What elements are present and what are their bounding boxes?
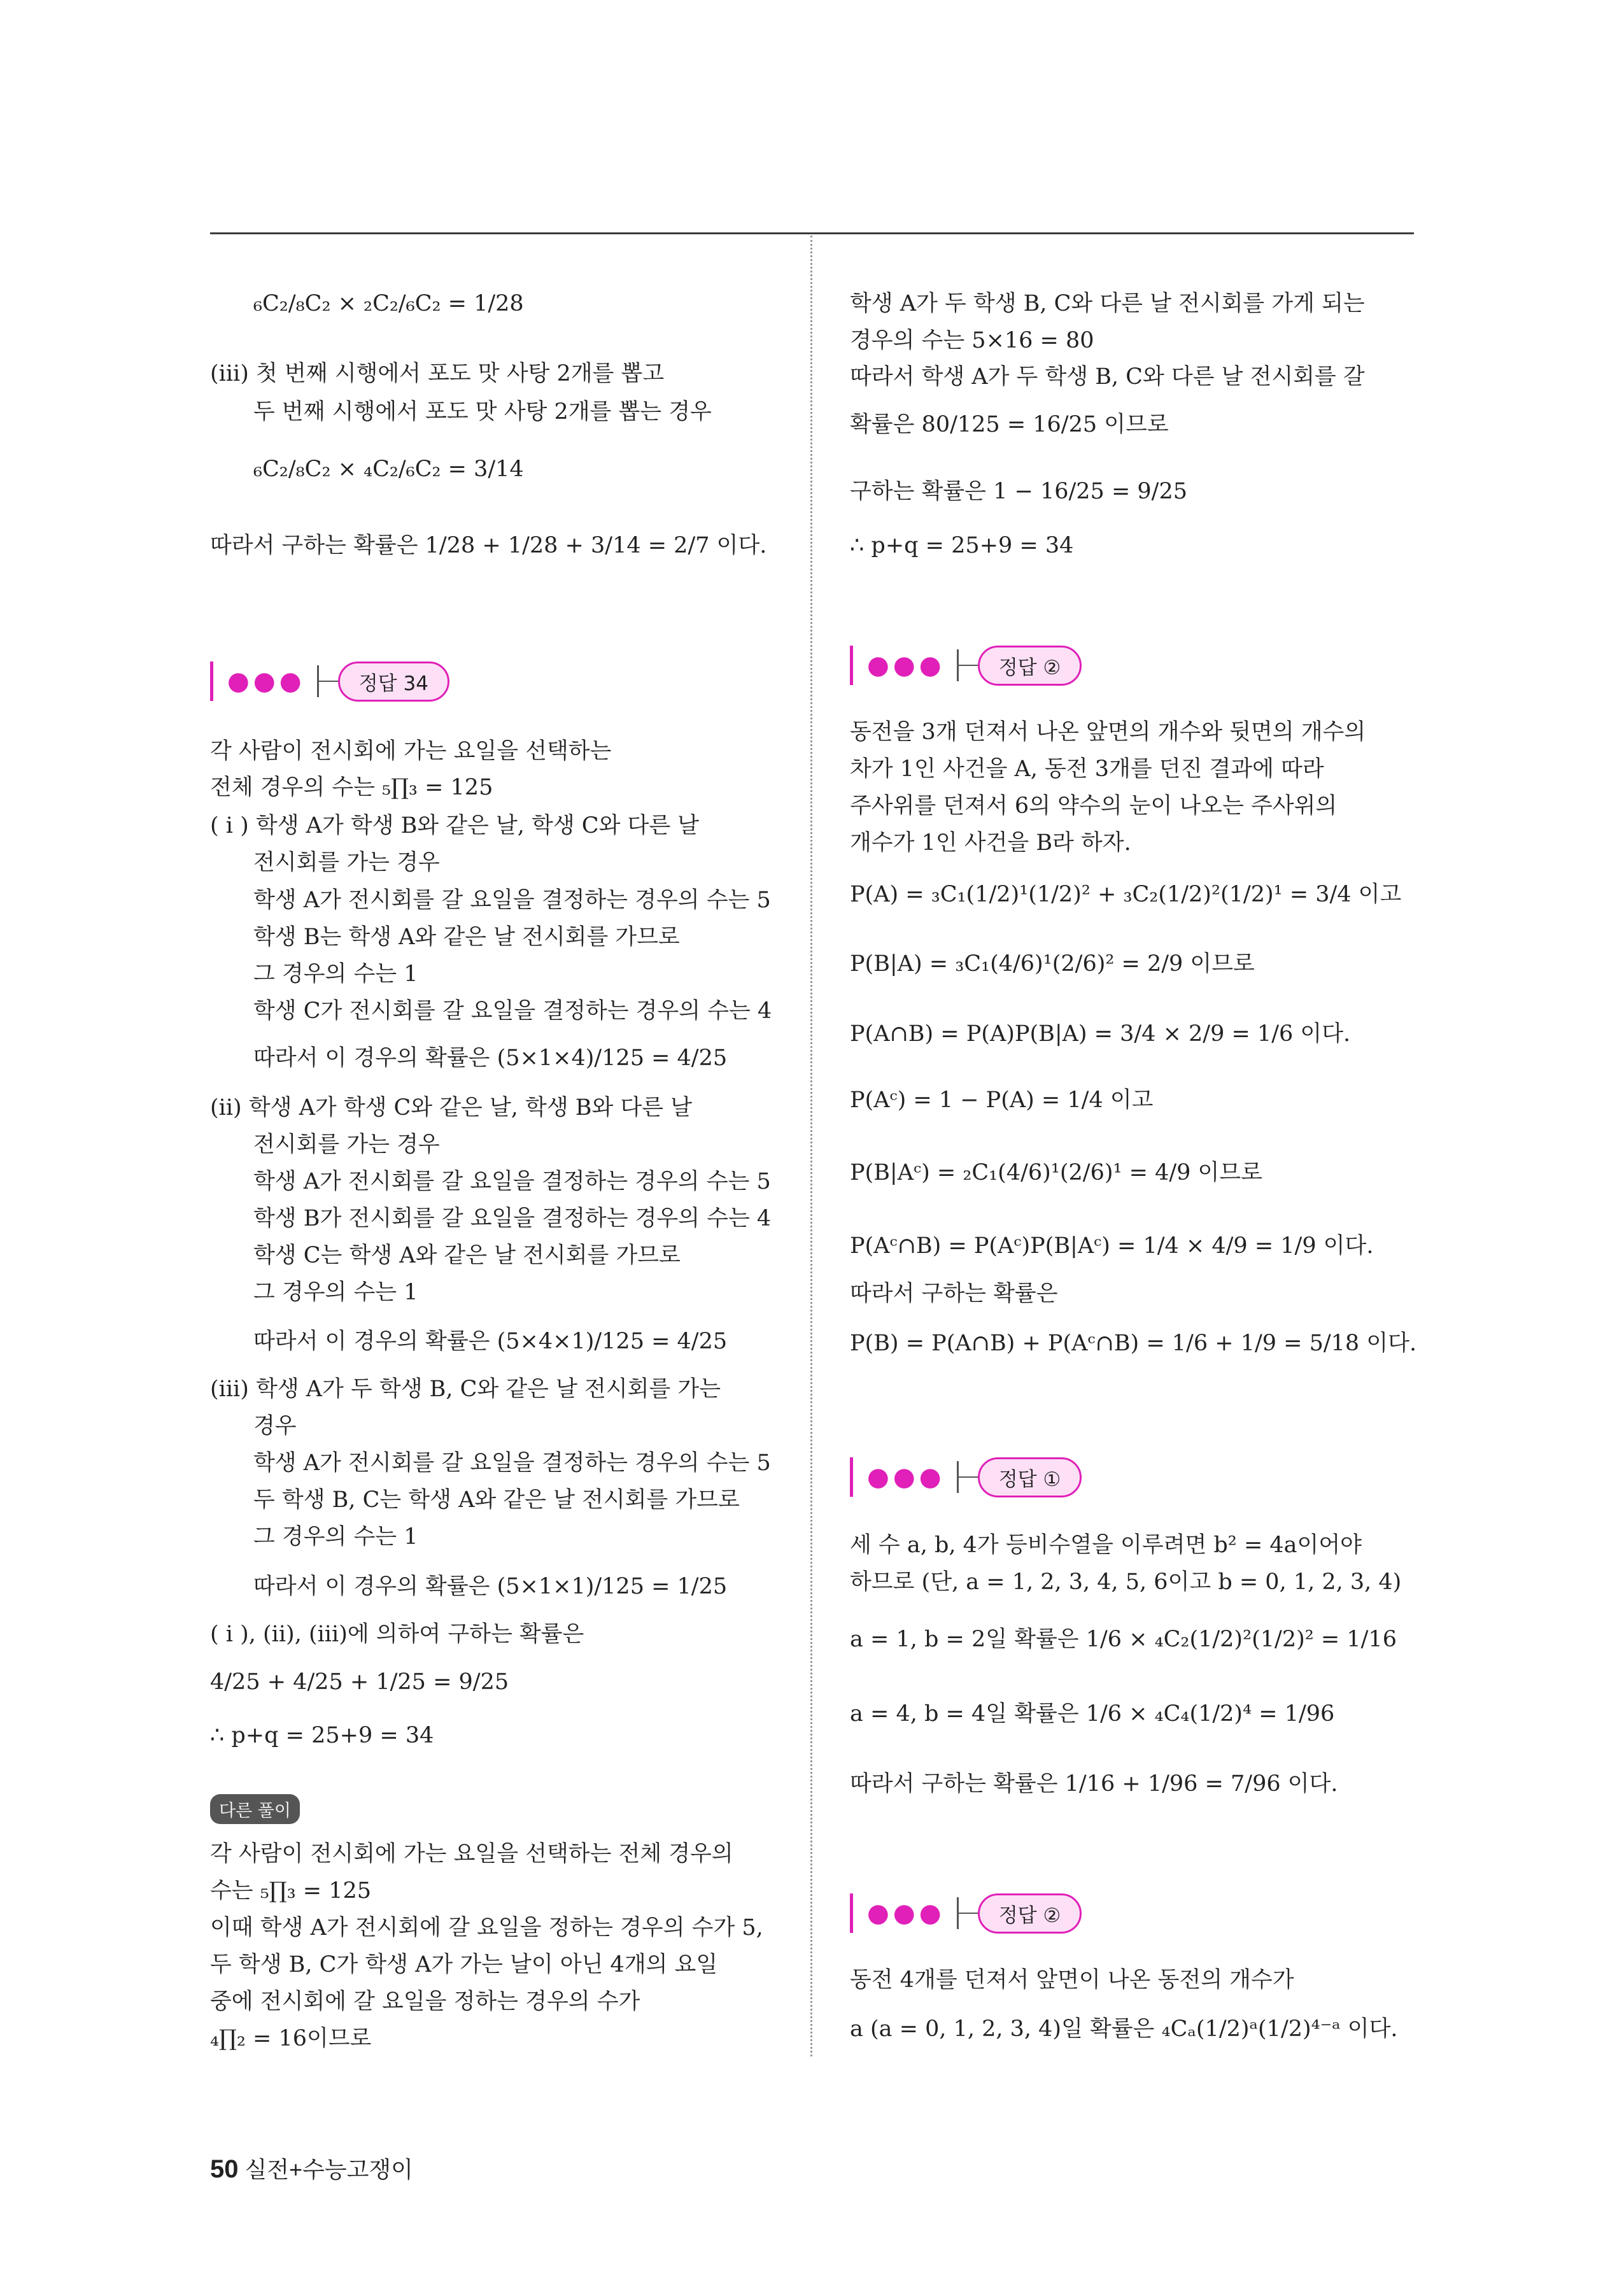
text-line: 이때 학생 A가 전시회에 갈 요일을 정하는 경우의 수가 5, xyxy=(210,1915,763,1941)
connector-line xyxy=(319,681,338,682)
text-line: 각 사람이 전시회에 가는 요일을 선택하는 xyxy=(210,739,612,764)
math-line: a = 4, b = 4일 확률은 1/6 × ₄C₄(1/2)⁴ = 1/96 xyxy=(850,1701,1335,1727)
math-line: P(Aᶜ∩B) = P(Aᶜ)P(B|Aᶜ) = 1/4 × 4/9 = 1/9 이다. xyxy=(850,1233,1374,1259)
text-line: 동전 4개를 던져서 앞면이 나온 동전의 개수가 xyxy=(850,1967,1294,1993)
math-line: 확률은 80/125 = 16/25 이므로 xyxy=(850,412,1169,437)
text-line: 학생 C는 학생 A와 같은 날 전시회를 가므로 xyxy=(253,1243,681,1268)
text-line: 경우 xyxy=(253,1413,297,1439)
math-line: a = 1, b = 2일 확률은 1/6 × ₄C₂(1/2)²(1/2)² = 1/16 xyxy=(850,1627,1397,1652)
text-line: 따라서 학생 A가 두 학생 B, C와 다른 날 전시회를 갈 xyxy=(850,364,1365,390)
text-line: 주사위를 던져서 6의 약수의 눈이 나오는 주사위의 xyxy=(850,793,1338,819)
top-rule xyxy=(210,232,1414,234)
math-line: 구하는 확률은 1 − 16/25 = 9/25 xyxy=(850,479,1187,504)
math-line: 따라서 이 경우의 확률은 (5×1×4)/125 = 4/25 xyxy=(253,1045,728,1071)
answer-label: 정답 34 xyxy=(338,661,449,702)
answer-label: 정답 ② xyxy=(978,646,1082,686)
accent-bar xyxy=(210,661,213,701)
book-title: 실전+수능고쟁이 xyxy=(244,2156,413,2182)
alt-solution-label: 다른 풀이 xyxy=(210,1794,300,1824)
math-line: 따라서 이 경우의 확률은 (5×1×1)/125 = 1/25 xyxy=(253,1574,728,1599)
text-line: (iii) 첫 번째 시행에서 포도 맛 사탕 2개를 뽑고 xyxy=(210,361,665,386)
dots-icon: ●●● xyxy=(227,667,306,696)
text-line: 학생 A가 전시회를 갈 요일을 결정하는 경우의 수는 5 xyxy=(253,1169,771,1194)
text-line: 개수가 1인 사건을 B라 하자. xyxy=(850,830,1131,856)
math-line: ∴ p+q = 25+9 = 34 xyxy=(850,533,1074,558)
dots-icon: ●●● xyxy=(867,1462,945,1492)
page-number: 50 xyxy=(210,2155,239,2183)
math-line: ₆C₂/₈C₂ × ₄C₂/₆C₂ = 3/14 xyxy=(253,456,524,482)
text-line: 학생 B는 학생 A와 같은 날 전시회를 가므로 xyxy=(253,924,680,950)
text-line: 중에 전시회에 갈 요일을 정하는 경우의 수가 xyxy=(210,1989,640,2014)
math-line: ₆C₂/₈C₂ × ₂C₂/₆C₂ = 1/28 xyxy=(253,291,524,316)
text-line: 두 학생 B, C가 학생 A가 가는 날이 아닌 4개의 요일 xyxy=(210,1952,718,1977)
answer-badge xyxy=(850,1891,1082,1935)
text-line: (iii) 학생 A가 두 학생 B, C와 같은 날 전시회를 가는 xyxy=(210,1376,721,1402)
math-line: P(B|A) = ₃C₁(4/6)¹(2/6)² = 2/9 이므로 xyxy=(850,951,1255,977)
column-divider xyxy=(810,236,812,2056)
text-line: 세 수 a, b, 4가 등비수열을 이루려면 b² = 4a이어야 xyxy=(850,1532,1362,1558)
text-line: 하므로 (단, a = 1, 2, 3, 4, 5, 6이고 b = 0, 1, 2, 3, 4) xyxy=(850,1569,1402,1595)
text-line: 동전을 3개 던져서 나온 앞면의 개수와 뒷면의 개수의 xyxy=(850,719,1366,745)
math-line: P(A) = ₃C₁(1/2)¹(1/2)² + ₃C₂(1/2)²(1/2)¹ = 3/4 이고 xyxy=(850,882,1402,907)
dots-icon: ●●● xyxy=(867,1899,945,1928)
math-line: P(B) = P(A∩B) + P(Aᶜ∩B) = 1/6 + 1/9 = 5/18 이다. xyxy=(850,1331,1417,1356)
connector-line xyxy=(959,665,978,666)
math-line: ∴ p+q = 25+9 = 34 xyxy=(210,1723,434,1748)
text-line: 그 경우의 수는 1 xyxy=(253,1280,418,1305)
math-line: P(A∩B) = P(A)P(B|A) = 3/4 × 2/9 = 1/6 이다. xyxy=(850,1021,1351,1047)
text-line: 그 경우의 수는 1 xyxy=(253,1524,418,1550)
text-line: 학생 B가 전시회를 갈 요일을 결정하는 경우의 수는 4 xyxy=(253,1206,772,1231)
math-line: 따라서 이 경우의 확률은 (5×4×1)/125 = 4/25 xyxy=(253,1329,728,1354)
text-line: ( i ), (ii), (iii)에 의하여 구하는 확률은 xyxy=(210,1622,584,1647)
text-line: 따라서 구하는 확률은 1/28 + 1/28 + 3/14 = 2/7 이다. xyxy=(210,533,767,558)
answer-label: 정답 ② xyxy=(978,1893,1082,1934)
text-line: 전시회를 가는 경우 xyxy=(253,850,440,875)
text-line: 차가 1인 사건을 A, 동전 3개를 던진 결과에 따라 xyxy=(850,756,1324,782)
connector-line xyxy=(959,1913,978,1914)
answer-badge xyxy=(210,659,449,704)
math-line: P(B|Aᶜ) = ₂C₁(4/6)¹(2/6)¹ = 4/9 이므로 xyxy=(850,1160,1262,1185)
text-line: 전시회를 가는 경우 xyxy=(253,1132,440,1157)
text-line: ( i ) 학생 A가 학생 B와 같은 날, 학생 C와 다른 날 xyxy=(210,813,700,838)
text-line: 학생 A가 전시회를 갈 요일을 결정하는 경우의 수는 5 xyxy=(253,1450,771,1476)
text-line: 학생 C가 전시회를 갈 요일을 결정하는 경우의 수는 4 xyxy=(253,998,772,1024)
text-line: 두 번째 시행에서 포도 맛 사탕 2개를 뽑는 경우 xyxy=(253,399,712,425)
text-line: 전체 경우의 수는 ₅∏₃ = 125 xyxy=(210,775,493,800)
text-line: (ii) 학생 A가 학생 C와 같은 날, 학생 B와 다른 날 xyxy=(210,1095,693,1121)
accent-bar xyxy=(850,1457,853,1497)
text-line: 경우의 수는 5×16 = 80 xyxy=(850,328,1094,353)
accent-bar xyxy=(850,1893,853,1933)
page-footer xyxy=(210,2152,413,2184)
text-line: 두 학생 B, C는 학생 A와 같은 날 전시회를 가므로 xyxy=(253,1487,740,1513)
text-line: ₄∏₂ = 16이므로 xyxy=(210,2026,372,2051)
math-line: P(Aᶜ) = 1 − P(A) = 1/4 이고 xyxy=(850,1087,1154,1113)
text-line: 각 사람이 전시회에 가는 요일을 선택하는 전체 경우의 xyxy=(210,1841,733,1867)
connector-line xyxy=(959,1476,978,1478)
text-line: 그 경우의 수는 1 xyxy=(253,961,418,987)
answer-badge xyxy=(850,1455,1082,1499)
text-line: 따라서 구하는 확률은 xyxy=(850,1281,1058,1306)
text-line: 학생 A가 두 학생 B, C와 다른 날 전시회를 가게 되는 xyxy=(850,291,1365,316)
dots-icon: ●●● xyxy=(867,651,945,680)
math-line: a (a = 0, 1, 2, 3, 4)일 확률은 ₄Cₐ(1/2)ᵃ(1/2)⁴⁻ᵃ 이다. xyxy=(850,2016,1398,2042)
accent-bar xyxy=(850,646,853,685)
text-line: 학생 A가 전시회를 갈 요일을 결정하는 경우의 수는 5 xyxy=(253,888,771,913)
math-line: 따라서 구하는 확률은 1/16 + 1/96 = 7/96 이다. xyxy=(850,1771,1338,1797)
math-line: 4/25 + 4/25 + 1/25 = 9/25 xyxy=(210,1669,509,1695)
text-line: 수는 ₅∏₃ = 125 xyxy=(210,1878,372,1904)
answer-badge xyxy=(850,643,1082,688)
answer-label: 정답 ① xyxy=(978,1457,1082,1497)
